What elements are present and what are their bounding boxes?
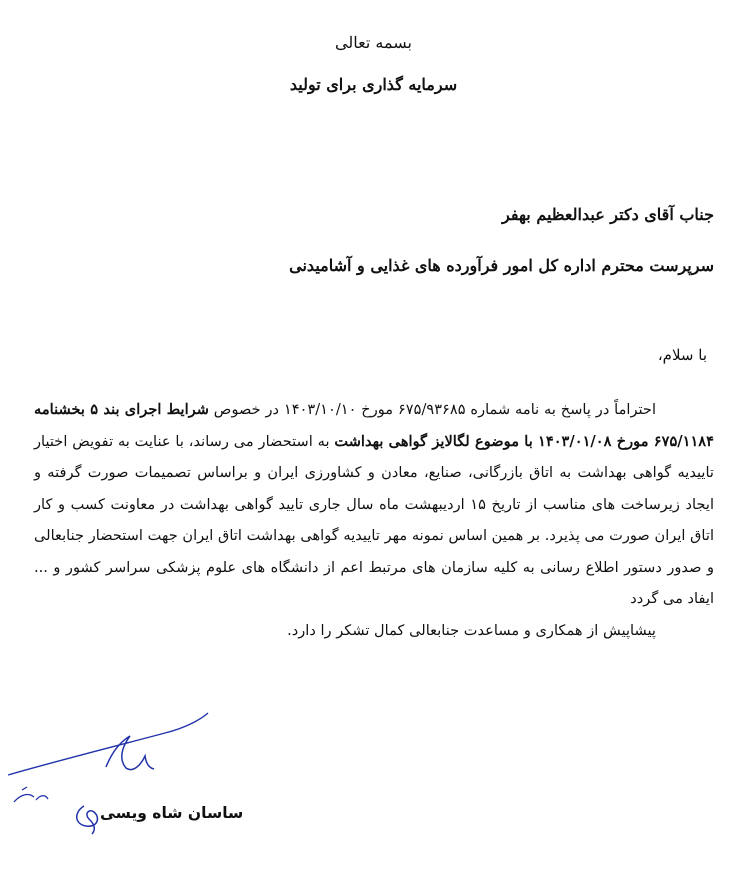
paragraph-part-1: احتراماً در پاسخ به نامه شماره ۶۷۵/۹۳۶۸۵ مورخ ۱۴۰۳/۱۰/۱۰ در خصوص — [213, 401, 657, 418]
signatory-name: ساسان شاه ویسی — [100, 804, 244, 822]
pen-stroke — [8, 713, 208, 775]
recipient-name: جناب آقای دکتر عبدالعظیم بهفر — [502, 205, 714, 224]
approval-scribble — [106, 736, 154, 770]
closing-sentence: پیشاپیش از همکاری و مساعدت جنابعالی کمال تشکر را دارد. — [287, 621, 656, 639]
greeting: با سلام، — [657, 346, 707, 364]
side-note-scribble — [14, 787, 48, 802]
recipient-title: سرپرست محترم اداره کل امور فرآورده های غذایی و آشامیدنی — [289, 256, 714, 275]
signature-mark — [77, 806, 98, 834]
paragraph-part-2: به استحضار می رساند، با عنایت به تفویض اختیار تاییدیه گواهی بهداشت به اتاق بازرگانی، صنایع، معادن و کشاورزی ایران و براساس تصمیمات صورت گرفته و ایجاد زیرساخت های مناسب از تاریخ ۱۵ اردیبهشت ماه سال جاری تایید گواهی بهداشت در معاونت کسب و کار اتاق ایران صورت می پذیرد. بر همین اساس نمونه مهر تاییدیه گواهی بهداشت اتاق ایران جهت استحضار جنابعالی و صدور دستور اطلاع رسانی به کلیه سازمان های مرتبط اعم از دانشگاه های علوم پزشکی سراسر کشور و ... ایفاد می گردد — [34, 432, 715, 607]
paragraph-subject-bold: شرایط اجرای بند ۵ بخشنامه ۶۷۵/۱۱۸۴ مورخ ۱۴۰۳/۰۱/۰۸ با موضوع لگالایز گواهی بهداشت — [34, 401, 714, 450]
invocation: بسمه تعالی — [335, 33, 412, 52]
slogan: سرمایه گذاری برای تولید — [289, 75, 458, 94]
